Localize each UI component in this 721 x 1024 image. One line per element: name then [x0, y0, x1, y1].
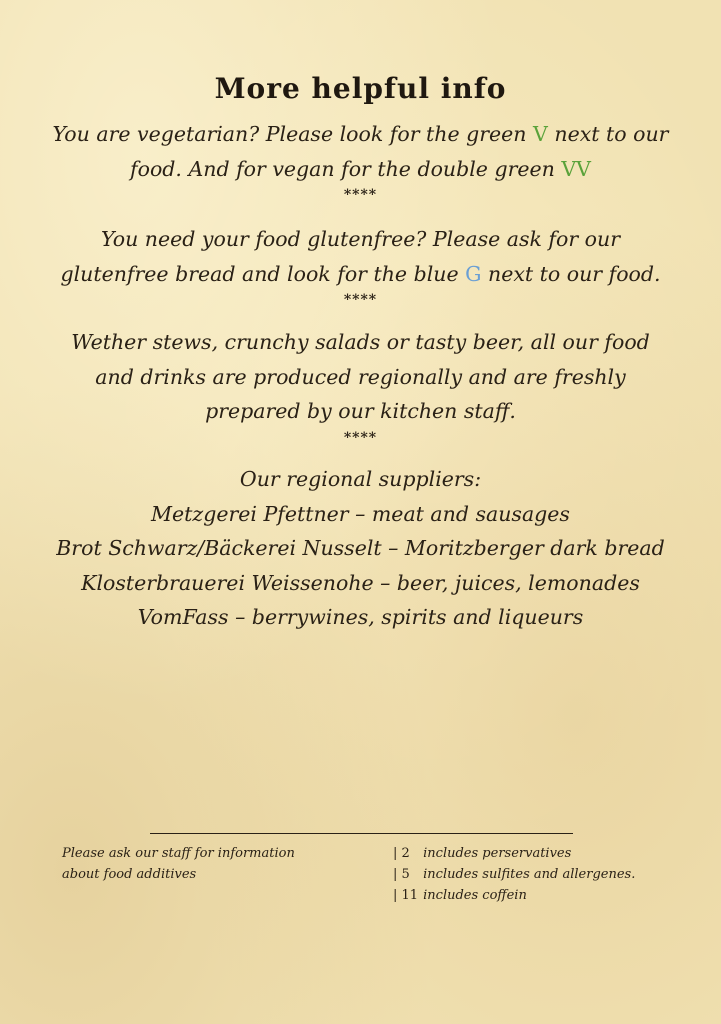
gluten-line-1: You need your food glutenfree? Please ask for our: [100, 227, 621, 251]
separator-2: ****: [343, 292, 378, 308]
additive-number: | 2: [393, 846, 410, 861]
supplier-item: Metzgerei Pfettner – meat and sausages: [151, 501, 570, 526]
additives-note-line-1: Please ask our staff for information: [62, 846, 295, 861]
additives-list: [393, 843, 693, 906]
supplier-item: Klosterbrauerei Weissenohe – beer, juices, lemonades: [81, 570, 640, 595]
regional-line-2: and drinks are produced regionally and are freshly: [95, 364, 626, 389]
additive-text: includes perservatives: [423, 846, 572, 861]
regional-line-1: Wether stews, crunchy salads or tasty beer, all our food: [71, 330, 650, 354]
vegan-mark: VV: [561, 156, 591, 181]
regional-info: [40, 325, 681, 447]
gluten-line-2: glutenfree bread and look for the blue G next to our food.: [60, 261, 661, 286]
suppliers-list: [40, 462, 681, 635]
separator-3: ****: [343, 429, 378, 446]
footer-divider: [150, 833, 573, 834]
vegetarian-mark: V: [533, 122, 548, 146]
vegetarian-line-2: food. And for vegan for the double green VV: [130, 156, 591, 181]
additive-item: [393, 864, 693, 885]
separator-1: ****: [343, 187, 378, 203]
supplier-item: Brot Schwarz/Bäckerei Nusselt – Moritzberger dark bread: [56, 536, 665, 560]
suppliers-heading: Our regional suppliers:: [239, 467, 482, 491]
vegetarian-info: [40, 117, 681, 204]
additive-item: [393, 843, 693, 864]
page-title: More helpful info: [214, 72, 507, 105]
additives-note: [62, 843, 362, 885]
additives-note-line-2: about food additives: [62, 867, 197, 882]
regional-line-3: prepared by our kitchen staff.: [205, 399, 516, 423]
additive-number: | 5: [393, 867, 410, 882]
glutenfree-mark: G: [465, 261, 482, 286]
additive-text: includes sulfites and allergenes.: [423, 867, 636, 882]
additive-item: [393, 885, 693, 906]
additive-text: includes coffein: [423, 888, 527, 903]
supplier-item: VomFass – berrywines, spirits and liqueurs: [137, 605, 584, 629]
vegetarian-line-1: You are vegetarian? Please look for the green V next to our: [52, 122, 669, 146]
glutenfree-info: [40, 222, 681, 309]
additive-number: | 11: [393, 888, 419, 903]
